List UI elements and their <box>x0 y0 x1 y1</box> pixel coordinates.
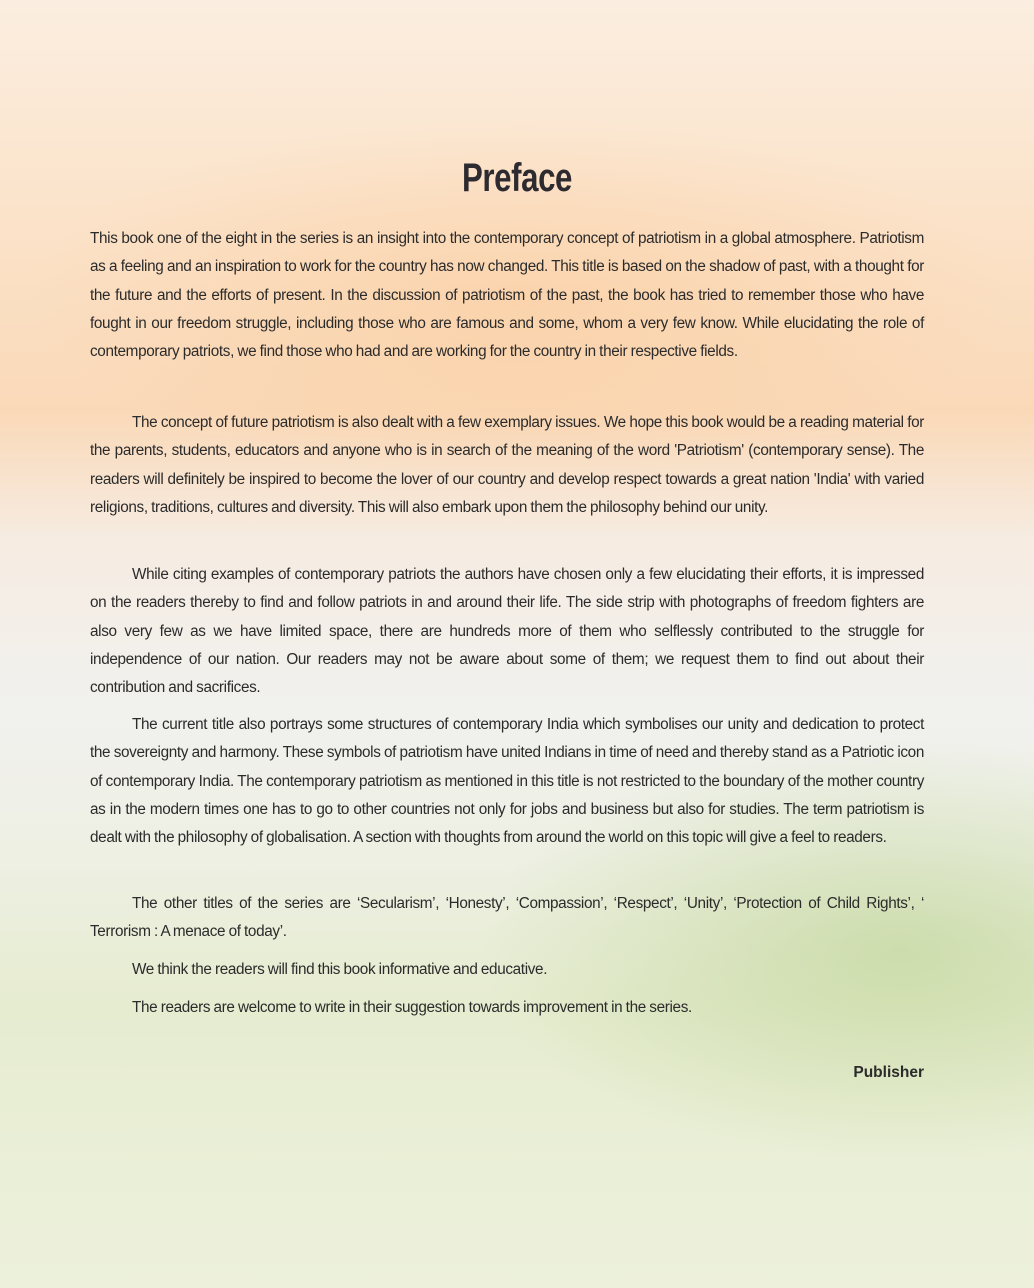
paragraph-structures: The current title also portrays some structures of contemporary India which symbolises our unity and dedication to protect the sovereignty and harmony. These symbols of patriotism have united Indians in time of need and thereby stand as a Patriotic icon of contemporary India. The contemporary patriotism as mentioned in this title is not restricted to the boundary of the mother country as in the modern times one has to go to other countries not only for jobs and business but also for studies. The term patriotism is dealt with the philosophy of globalisation. A section with thoughts from around the world on this topic will give a feel to readers. <box>90 716 924 847</box>
paragraph-contemporary-patriots: While citing examples of contemporary patriots the authors have chosen only a few elucidating their efforts, it is impressed on the readers thereby to find and follow patriots in and around their life. The side strip with photographs of freedom fighters are also very few as we have limited space, there are hundreds more of them who selflessly contributed to the struggle for independence of our nation. Our readers may not be aware about some of them; we request them to find out about their contribution and sacrifices. <box>90 566 924 697</box>
paragraph-suggestions: The readers are welcome to write in their suggestion towards improvement in the series. <box>132 999 692 1016</box>
paragraph-future-patriotism: The concept of future patriotism is also dealt with a few exemplary issues. We hope this book would be a reading material for the parents, students, educators and anyone who is in search of the meaning of the word 'Patriotism' (contemporary sense). The readers will definitely be inspired to become the lover of our country and develop respect towards a great nation 'India' with varied religions, traditions, cultures and diversity. This will also embark upon them the philosophy behind our unity. <box>90 414 924 516</box>
paragraph-informative: We think the readers will find this book informative and educative. <box>132 961 548 978</box>
publisher-signature: Publisher <box>853 1064 924 1081</box>
page-title: Preface <box>461 156 573 200</box>
paragraph-intro: This book one of the eight in the series is an insight into the contemporary concept of patriotism in a global atmosphere. Patriotism as a feeling and an inspiration to work for the country has now changed. This title is based on the shadow of past, with a thought for the future and the efforts of present. In the discussion of patriotism of the past, the book has tried to remember those who have fought in our freedom struggle, including those who are famous and some, whom a very few know. While elucidating the role of contemporary patriots, we find those who had and are working for the country in their respective fields. <box>90 230 924 361</box>
paragraph-other-titles: The other titles of the series are ‘Secularism’, ‘Honesty’, ‘Compassion’, ‘Respect’, ‘Unity’, ‘Protection of Child Rights’, ‘ Terrorism : A menace of today’. <box>90 895 924 941</box>
